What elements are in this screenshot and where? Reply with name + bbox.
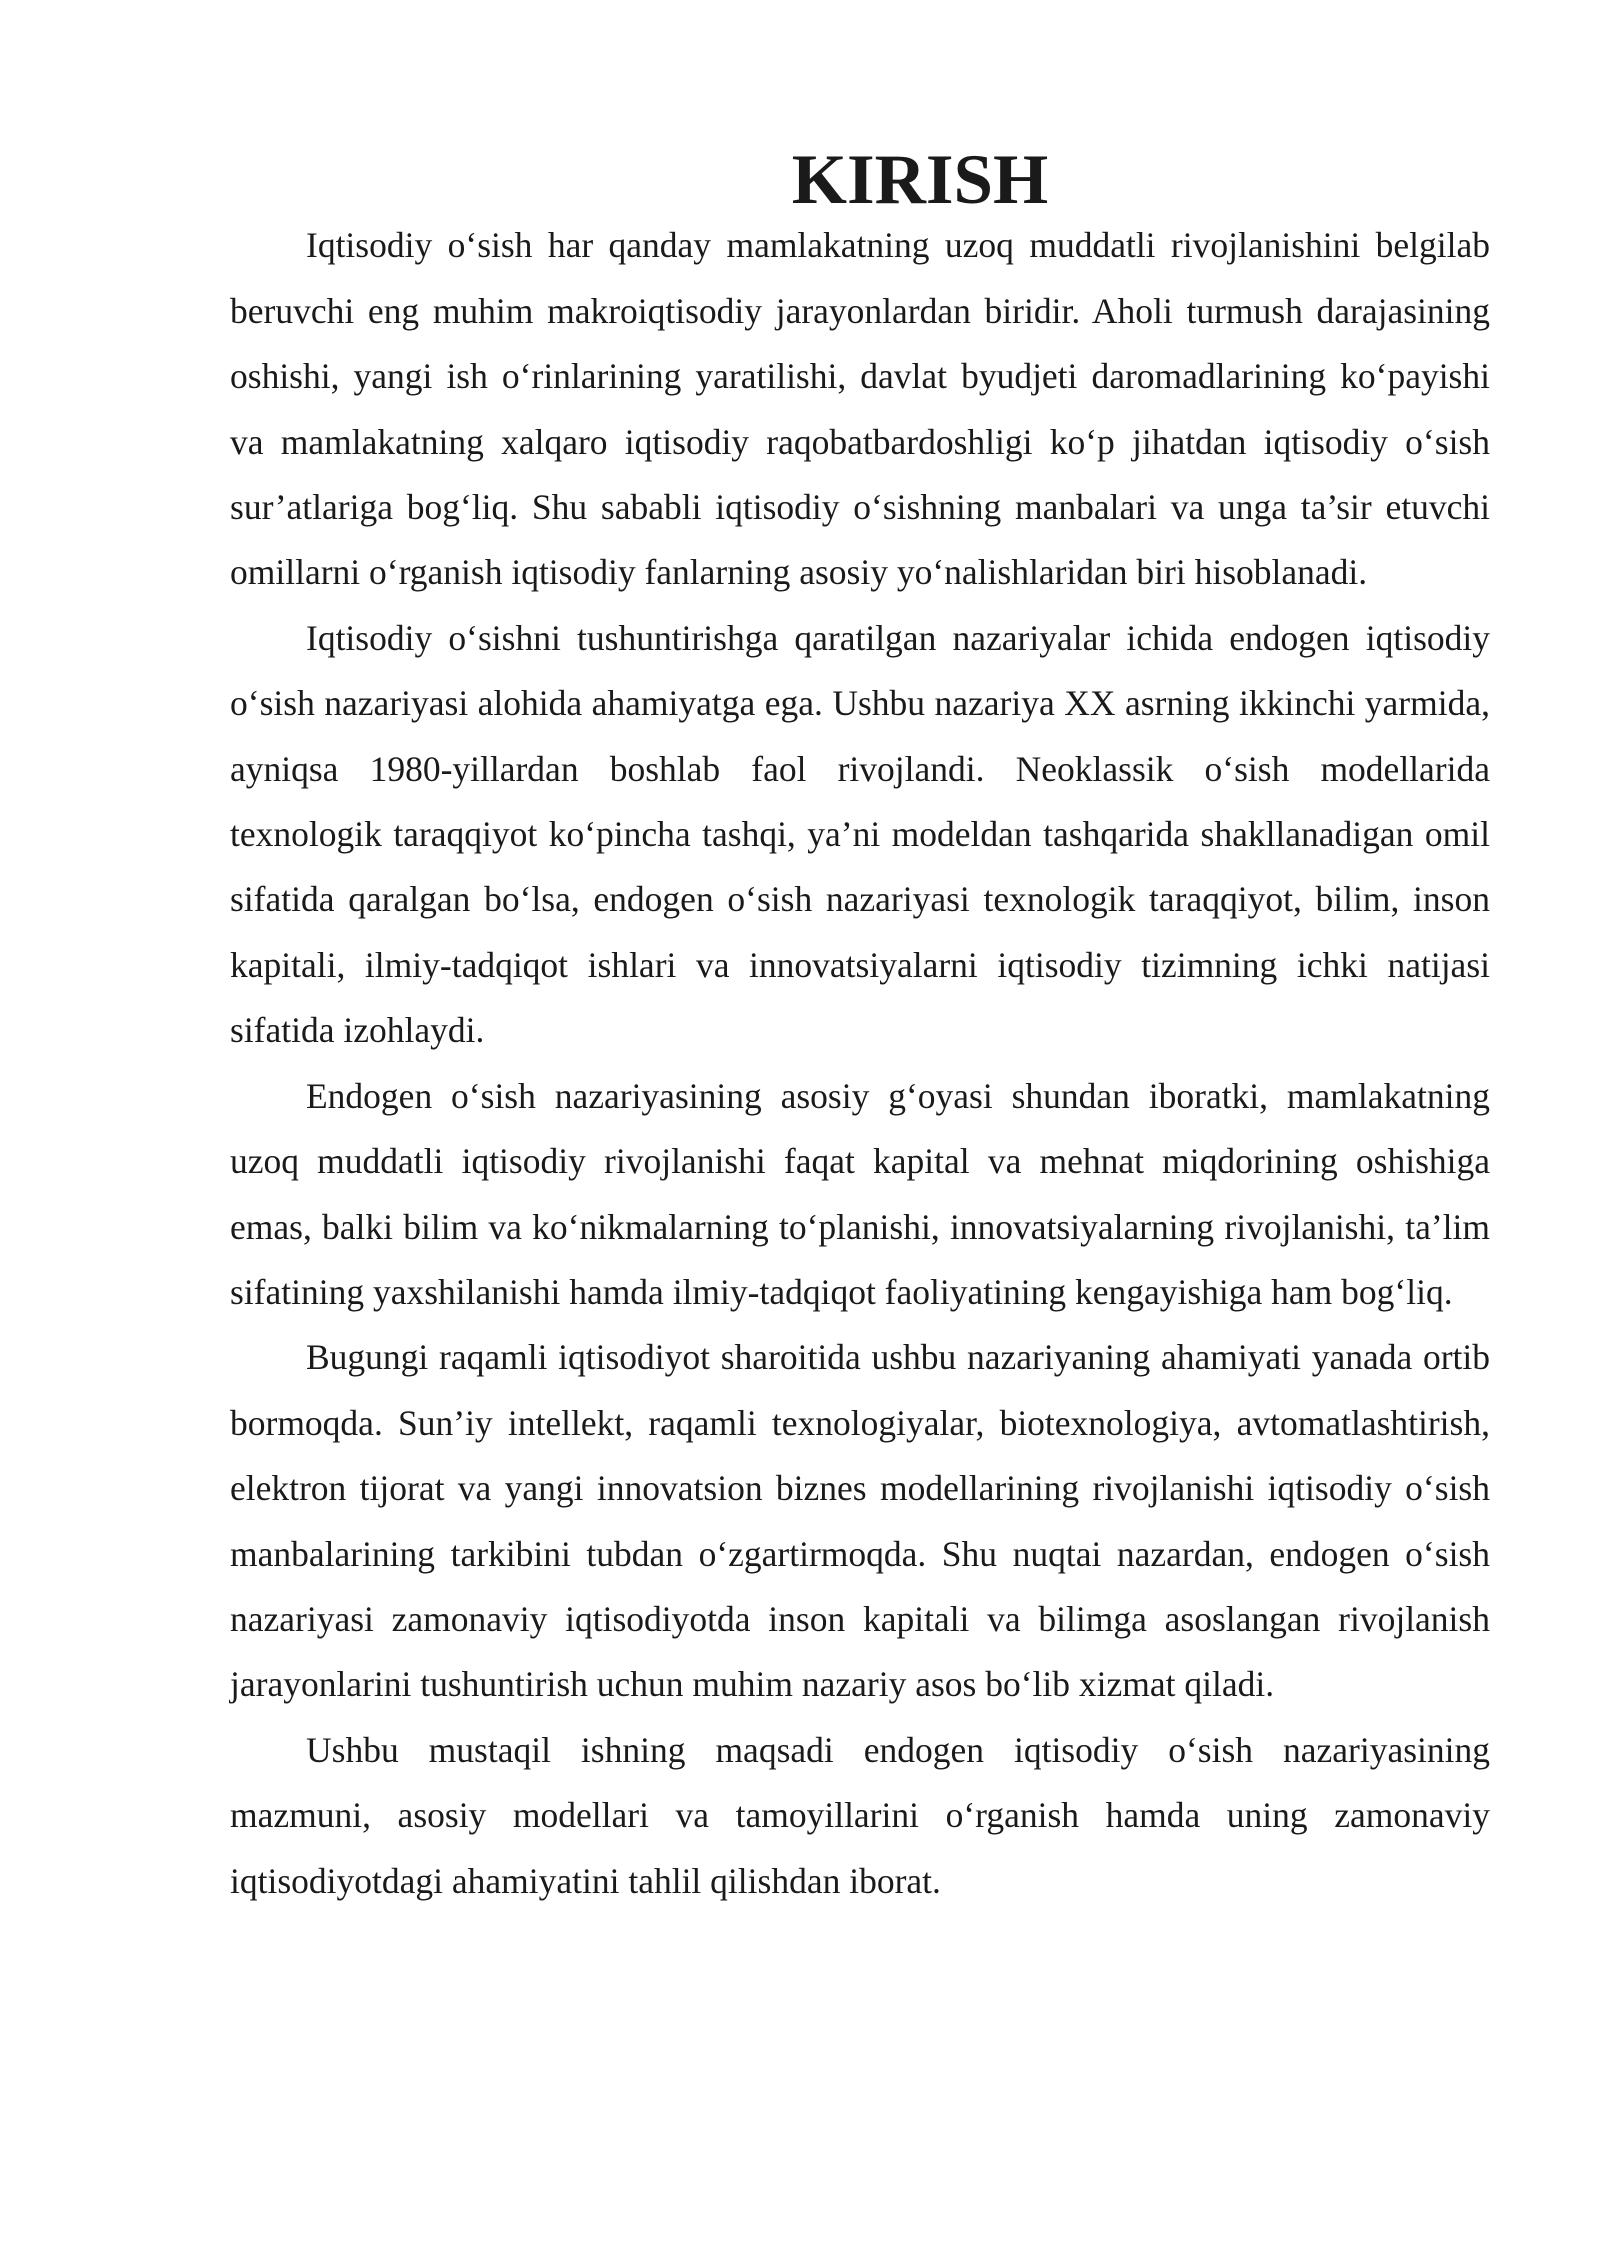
paragraph-5: Ushbu mustaqil ishning maqsadi endogen iqtisodiy o‘sish nazariyasining mazmuni, asosiy modellari va tamoyillarini o‘rganish hamda uning zamonaviy iqtisodiyotdagi ahamiyatini tahlil qilishdan iborat. [230,1729,1490,1901]
paragraph-1: Iqtisodiy o‘sish har qanday mamlakatning uzoq muddatli rivojlanishini belgilab beruvchi eng muhim makroiqtisodiy jarayonlardan biridir. Aholi turmush darajasining oshishi, yangi ish o‘rinlarining yaratilishi, davlat byudjeti daromadlarining ko‘payishi va mamlakatning xalqaro iqtisodiy raqobatbardoshligi ko‘p jihatdan iqtisodiy o‘sish sur’atlariga bog‘liq. Shu sababli iqtisodiy o‘sishning manbalari va unga ta’sir etuvchi omillarni o‘rganish iqtisodiy fanlarning asosiy yo‘nalishlaridan biri hisoblanadi. [230,225,1490,593]
paragraph-3: Endogen o‘sish nazariyasining asosiy g‘oyasi shundan iboratki, mamlakatning uzoq muddatli iqtisodiy rivojlanishi faqat kapital va mehnat miqdorining oshishiga emas, balki bilim va ko‘nikmalarning to‘planishi, innovatsiyalarning rivojlanishi, ta’lim sifatining yaxshilanishi hamda ilmiy-tadqiqot faoliyatining kengayishiga ham bog‘liq. [230,1075,1490,1312]
document-body [230,141,1490,1914]
paragraph-4: Bugungi raqamli iqtisodiyot sharoitida ushbu nazariyaning ahamiyati yanada ortib bormoqda. Sun’iy intellekt, raqamli texnologiyalar, biotexnologiya, avtomatlashtirish, elektron tijorat va yangi innovatsion biznes modellarining rivojlanishi iqtisodiy o‘sish manbalarining tarkibini tubdan o‘zgartirmoqda. Shu nuqtai nazardan, endogen o‘sish nazariyasi zamonaviy iqtisodiyotda inson kapitali va bilimga asoslangan rivojlanish jarayonlarini tushuntirish uchun muhim nazariy asos bo‘lib xizmat qiladi. [230,1337,1490,1705]
paragraph-2: Iqtisodiy o‘sishni tushuntirishga qaratilgan nazariyalar ichida endogen iqtisodiy o‘sish nazariyasi alohida ahamiyatga ega. Ushbu nazariya XX asrning ikkinchi yarmida, ayniqsa 1980-yillardan boshlab faol rivojlandi. Neoklassik o‘sish modellarida texnologik taraqqiyot ko‘pincha tashqi, ya’ni modeldan tashqarida shakllanadigan omil sifatida qaralgan bo‘lsa, endogen o‘sish nazariyasi texnologik taraqqiyot, bilim, inson kapitali, ilmiy-tadqiqot ishlari va innovatsiyalarni iqtisodiy tizimning ichki natijasi sifatida izohlaydi. [230,617,1490,1051]
page-title: KIRISH [791,141,1049,219]
